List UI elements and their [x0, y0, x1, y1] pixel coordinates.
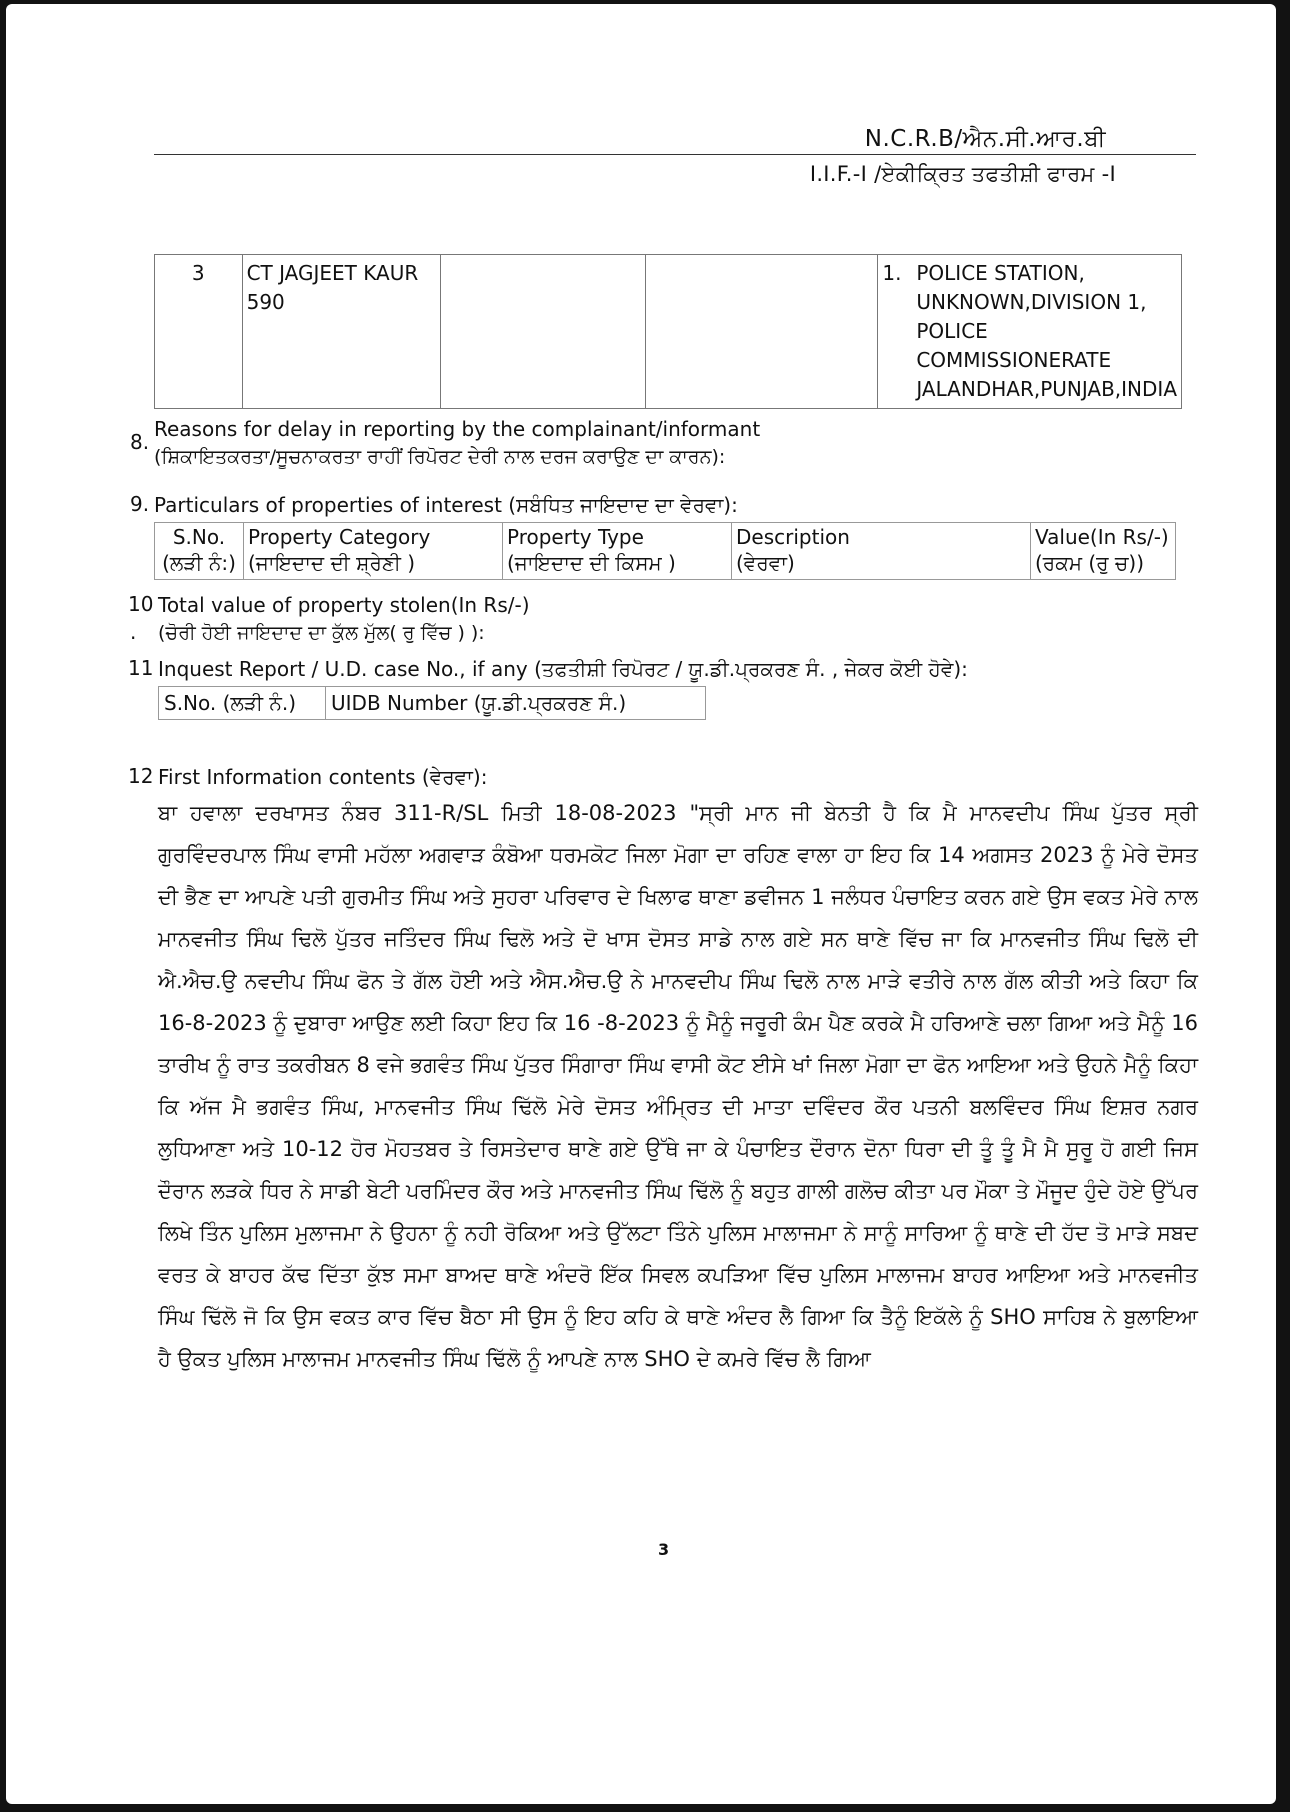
section10-number-dot: . — [130, 620, 137, 644]
col-description — [732, 523, 1031, 580]
section10-number: 10 — [128, 592, 154, 616]
section8-subtitle: (ਸ਼ਿਕਾਇਤਕਰਤਾ/ਸੂਚਨਾਕਰਤਾ ਰਾਹੀਂ ਰਿਪੋਰਟ ਦੇਰੀ ਨਾਲ ਦਰਜ ਕਰਾਉਣ ਦਾ ਕਾਰਨ): — [154, 446, 726, 468]
col-value-en: Value(In Rs/-) — [1035, 525, 1169, 549]
officer-table — [154, 254, 1182, 409]
station-cell — [878, 255, 1182, 409]
officer-name: CT JAGJEET KAUR — [246, 261, 419, 285]
property-table — [154, 522, 1176, 580]
section11-title: Inquest Report / U.D. case No., if any (ਤਫਤੀਸ਼ੀ ਰਿਪੋਰਟ / ਯੂ.ਡੀ.ਪ੍ਰਕਰਣ ਸੰ. , ਜੇਕਰ ਕੋਈ ਹੋਵੇ): — [158, 657, 968, 681]
station-line: POLICE STATION, — [916, 261, 1085, 285]
station-item-number: 1. — [882, 261, 902, 285]
col-sno-pa: (ਲੜੀ ਨੰ:) — [162, 551, 236, 575]
inquest-table — [158, 686, 706, 720]
officer-number: 590 — [246, 290, 285, 314]
header-rule — [154, 154, 1196, 155]
section10-title: Total value of property stolen(In Rs/-) — [158, 593, 530, 617]
section8-title: Reasons for delay in reporting by the complainant/informant — [154, 417, 761, 441]
table-header-row — [155, 523, 1176, 580]
col-value — [1031, 523, 1176, 580]
empty-cell — [646, 255, 878, 409]
section11-number: 11 — [128, 656, 154, 680]
document-page — [6, 4, 1276, 1804]
col-type-en: Property Type — [507, 525, 644, 549]
section9-title: Particulars of properties of interest (ਸਬੰਧਿਤ ਜਾਇਦਾਦ ਦਾ ਵੇਰਵਾ): — [154, 493, 738, 517]
col-category-pa: (ਜਾਇਦਾਦ ਦੀ ਸ਼੍ਰੇਣੀ ) — [248, 551, 416, 575]
col-value-pa: (ਰਕਮ (ਰੁ ਚ)) — [1035, 551, 1145, 575]
station-line: UNKNOWN,DIVISION 1, — [916, 290, 1147, 314]
section12-title: First Information contents (ਵੇਰਵਾ): — [158, 765, 488, 789]
page-number: 3 — [658, 1540, 670, 1559]
col-property-type — [503, 523, 732, 580]
station-address — [916, 259, 1177, 404]
empty-cell — [441, 255, 646, 409]
section9-number: 9. — [130, 492, 150, 516]
first-information-body — [158, 792, 1198, 1380]
col-type-pa: (ਜਾਇਦਾਦ ਦੀ ਕਿਸਮ ) — [507, 551, 676, 575]
col-sno: S.No. (ਲੜੀ ਨੰ.) — [159, 687, 326, 720]
station-line: COMMISSIONERATE — [916, 348, 1112, 372]
col-sno — [155, 523, 244, 580]
section12-number: 12 — [128, 764, 154, 788]
section10-subtitle: (ਚੋਰੀ ਹੋਈ ਜਾਇਦਾਦ ਦਾ ਕੁੱਲ ਮੁੱਲ( ਰੁ ਵਿੱਚ ) ): — [158, 622, 485, 644]
officer-sno: 3 — [155, 255, 243, 409]
station-line: JALANDHAR,PUNJAB,INDIA — [916, 377, 1177, 401]
station-line: POLICE — [916, 319, 988, 343]
section8-number: 8. — [130, 430, 150, 454]
officer-name-cell — [242, 255, 441, 409]
col-description-pa: (ਵੇਰਵਾ) — [736, 551, 795, 575]
header-form-title: I.I.F.-I /ਏਕੀਕ੍ਰਿਤ ਤਫਤੀਸ਼ੀ ਫਾਰਮ -I — [809, 162, 1116, 186]
col-property-category — [244, 523, 503, 580]
col-description-en: Description — [736, 525, 850, 549]
header-ncrb: N.C.R.B/ਐਨ.ਸੀ.ਆਰ.ਬੀ — [864, 126, 1106, 152]
col-sno-en: S.No. — [172, 525, 226, 549]
table-header-row — [159, 687, 706, 720]
table-row — [155, 255, 1182, 409]
col-uidb-number: UIDB Number (ਯੂ.ਡੀ.ਪ੍ਰਕਰਣ ਸੰ.) — [326, 687, 706, 720]
first-information-text: ਬਾ ਹਵਾਲਾ ਦਰਖਾਸਤ ਨੰਬਰ 311-R/SL ਮਿਤੀ 18-08-2023 "ਸ੍ਰੀ ਮਾਨ ਜੀ ਬੇਨਤੀ ਹੈ ਕਿ ਮੈ ਮਾਨਵਦੀਪ ਸਿੰਘ ਪੁੱਤਰ ਸ੍ਰੀ ਗੁਰਵਿੰਦਰਪਾਲ ਸਿੰਘ ਵਾਸੀ ਮਹੱਲਾ ਅਗਵਾੜ ਕੰਬੋਆ ਧਰਮਕੋਟ ਜਿਲਾ ਮੋਗਾ ਦਾ ਰਹਿਣ ਵਾਲਾ ਹਾ ਇਹ ਕਿ 14 ਅਗਸਤ 2023 ਨੂੰ ਮੇਰੇ ਦੋਸਤ ਦੀ ਭੈਣ ਦਾ ਆਪਣੇ ਪਤੀ ਗੁਰਮੀਤ ਸਿੰਘ ਅਤੇ ਸੁਹਰਾ ਪਰਿਵਾਰ ਦੇ ਖਿਲਾਫ ਥਾਣਾ ਡਵੀਜਨ 1 ਜਲੰਧਰ ਪੰਚਾਇਤ ਕਰਨ ਗਏ ਉਸ ਵਕਤ ਮੇਰੇ ਨਾਲ ਮਾਨਵਜੀਤ ਸਿੰਘ ਢਿਲੋ ਪੁੱਤਰ ਜਤਿੰਦਰ ਸਿੰਘ ਢਿਲੋ ਅਤੇ ਦੋ ਖਾਸ ਦੋਸਤ ਸਾਡੇ ਨਾਲ ਗਏ ਸਨ ਥਾਣੇ ਵਿੱਚ ਜਾ ਕਿ ਮਾਨਵਜੀਤ ਸਿੰਘ ਢਿਲੋ ਦੀ ਐ.ਐਚ.ਉ ਨਵਦੀਪ ਸਿੰਘ ਫੋਨ ਤੇ ਗੱਲ ਹੋਈ ਅਤੇ ਐਸ.ਐਚ.ਉ ਨੇ ਮਾਨਵਦੀਪ ਸਿੰਘ ਢਿਲੋ ਨਾਲ ਮਾੜੇ ਵਤੀਰੇ ਨਾਲ ਗੱਲ ਕੀਤੀ ਅਤੇ ਕਿਹਾ ਕਿ 16-8-2023 ਨੂੰ ਦੁਬਾਰਾ ਆਉਣ ਲਈ ਕਿਹਾ ਇਹ ਕਿ 16 -8-2023 ਨੂੰ ਮੈਨੂੰ ਜਰੂਰੀ ਕੰਮ ਪੈਣ ਕਰਕੇ ਮੈ ਹਰਿਆਣੇ ਚਲਾ ਗਿਆ ਅਤੇ ਮੈਨੂੰ 16 ਤਾਰੀਖ ਨੂੰ ਰਾਤ ਤਕਰੀਬਨ 8 ਵਜੇ ਭਗਵੰਤ ਸਿੰਘ ਪੁੱਤਰ ਸਿੰਗਾਰਾ ਸਿੰਘ ਵਾਸੀ ਕੋਟ ਈਸੇ ਖਾਂ ਜਿਲਾ ਮੋਗਾ ਦਾ ਫੋਨ ਆਇਆ ਅਤੇ ਉਹਨੇ ਮੈਨੂੰ ਕਿਹਾ ਕਿ ਅੱਜ ਮੈ ਭਗਵੰਤ ਸਿੰਘ, ਮਾਨਵਜੀਤ ਸਿੰਘ ਢਿੱਲੋ ਮੇਰੇ ਦੋਸਤ ਅੰਮ੍ਰਿਤ ਦੀ ਮਾਤਾ ਦਵਿੰਦਰ ਕੌਰ ਪਤਨੀ ਬਲਵਿੰਦਰ ਸਿੰਘ ਇਸ਼ਰ ਨਗਰ ਲੁਧਿਆਣਾ ਅਤੇ 10-12 ਹੋਰ ਮੋਹਤਬਰ ਤੇ ਰਿਸਤੇਦਾਰ ਥਾਣੇ ਗਏ ਉੱਥੇ ਜਾ ਕੇ ਪੰਚਾਇਤ ਦੌਰਾਨ ਦੋਨਾ ਧਿਰਾ ਦੀ ਤੂੰ ਤੂੰ ਮੈ ਮੈ ਸੁਰੂ ਹੋ ਗਈ ਜਿਸ ਦੌਰਾਨ ਲੜਕੇ ਧਿਰ ਨੇ ਸਾਡੀ ਬੇਟੀ ਪਰਮਿੰਦਰ ਕੌਰ ਅਤੇ ਮਾਨਵਜੀਤ ਸਿੰਘ ਢਿੱਲੋ ਨੂੰ ਬਹੁਤ ਗਾਲੀ ਗਲੋਚ ਕੀਤਾ ਪਰ ਮੌਕਾ ਤੇ ਮੌਜੂਦ ਹੁੰਦੇ ਹੋਏ ਉੱਪਰ ਲਿਖੇ ਤਿੰਨ ਪੁਲਿਸ ਮੁਲਾਜਮਾ ਨੇ ਉਹਨਾ ਨੂੰ ਨਹੀ ਰੋਕਿਆ ਅਤੇ ਉੱਲਟਾ ਤਿੰਨੇ ਪੁਲਿਸ ਮਾਲਾਜਮਾ ਨੇ ਸਾਨੂੰ ਸਾਰਿਆ ਨੂੰ ਥਾਣੇ ਦੀ ਹੱਦ ਤੋ ਮਾੜੇ ਸਬਦ ਵਰਤ ਕੇ ਬਾਹਰ ਕੱਢ ਦਿੱਤਾ ਕੁੱਝ ਸਮਾ ਬਾਅਦ ਥਾਣੇ ਅੰਦਰੋ ਇੱਕ ਸਿਵਲ ਕਪੜਿਆ ਵਿੱਚ ਪੁਲਿਸ ਮਾਲਾਜਮ ਬਾਹਰ ਆਇਆ ਅਤੇ ਮਾਨਵਜੀਤ ਸਿੰਘ ਢਿੱਲੋ ਜੋ ਕਿ ਉਸ ਵਕਤ ਕਾਰ ਵਿੱਚ ਬੈਠਾ ਸੀ ਉਸ ਨੂੰ ਇਹ ਕਹਿ ਕੇ ਥਾਣੇ ਅੰਦਰ ਲੈ ਗਿਆ ਕਿ ਤੈਨੂੰ ਇਕੱਲੇ ਨੂੰ SHO ਸਾਹਿਬ ਨੇ ਬੁਲਾਇਆ ਹੈ ਉਕਤ ਪੁਲਿਸ ਮਾਲਾਜਮ ਮਾਨਵਜੀਤ ਸਿੰਘ ਢਿੱਲੋ ਨੂੰ ਆਪਣੇ ਨਾਲ SHO ਦੇ ਕਮਰੇ ਵਿੱਚ ਲੈ ਗਿਆ — [158, 801, 1198, 1371]
col-category-en: Property Category — [248, 525, 431, 549]
